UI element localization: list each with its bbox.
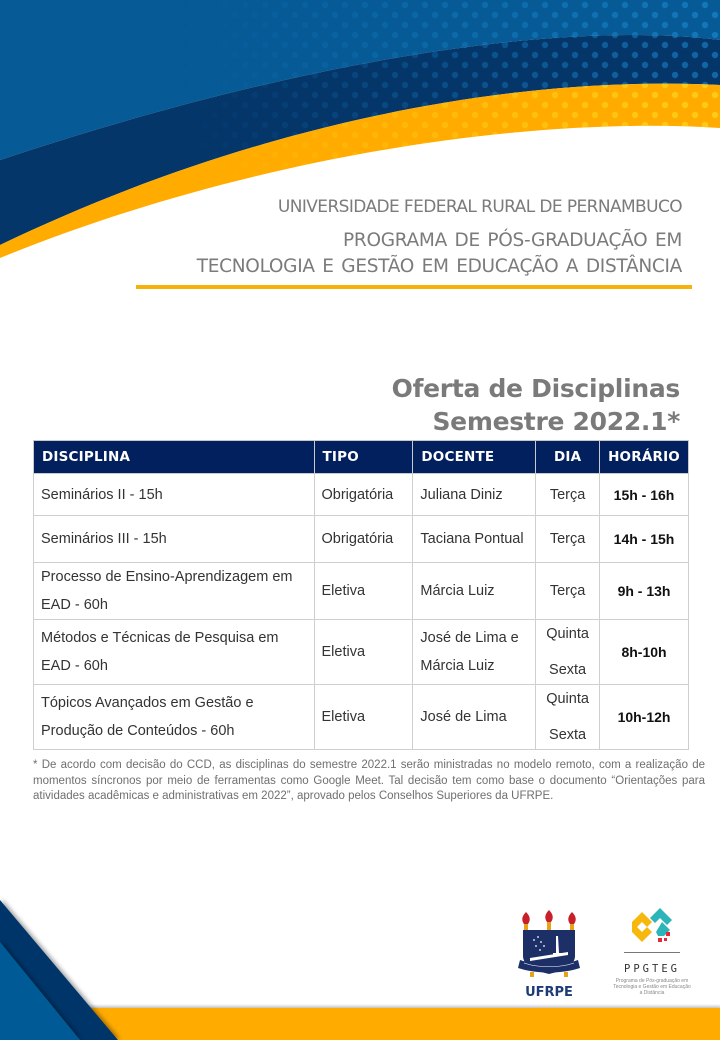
column-header-tipo: TIPO <box>314 441 413 474</box>
disciplina-line-1: Processo de Ensino-Aprendizagem em <box>41 569 293 585</box>
cell-docente: José de Lima <box>413 685 536 750</box>
dia-line-2: Sexta <box>549 727 587 743</box>
cell-disciplina <box>34 563 315 620</box>
cell-tipo: Eletiva <box>314 563 413 620</box>
page-title <box>392 372 680 438</box>
table-row <box>34 563 689 620</box>
ppgteg-logo <box>612 908 692 1004</box>
program-name-line-1: PROGRAMA DE PÓS-GRADUAÇÃO EM <box>343 230 682 251</box>
cell-horario: 8h-10h <box>600 620 689 685</box>
ppgteg-mark-icon <box>612 908 692 960</box>
dia-line-1: Quinta <box>546 691 589 707</box>
ufrpe-logo <box>516 908 582 1004</box>
title-line-1: Oferta de Disciplinas <box>391 374 680 403</box>
column-header-docente: DOCENTE <box>413 441 536 474</box>
column-header-horario: HORÁRIO <box>600 441 689 474</box>
table-row <box>34 516 689 563</box>
cell-horario: 9h - 13h <box>600 563 689 620</box>
cell-docente: Juliana Diniz <box>413 474 536 516</box>
university-name: UNIVERSIDADE FEDERAL RURAL DE PERNAMBUCO <box>277 197 682 217</box>
ppgteg-acronym: PPGTEG <box>624 963 680 975</box>
cell-tipo: Obrigatória <box>314 516 413 563</box>
disciplina-line-2: Produção de Conteúdos - 60h <box>41 723 235 739</box>
cell-disciplina <box>34 620 315 685</box>
dia-line-2: Sexta <box>549 662 587 678</box>
cell-horario: 14h - 15h <box>600 516 689 563</box>
table-row <box>34 620 689 685</box>
cell-docente: Márcia Luiz <box>413 563 536 620</box>
disciplina-line-2: EAD - 60h <box>41 597 108 613</box>
table-row <box>34 474 689 516</box>
header-divider <box>136 285 692 289</box>
ufrpe-label: UFRPE <box>525 985 573 1000</box>
disciplina-line-2: EAD - 60h <box>41 658 108 674</box>
cell-disciplina <box>34 685 315 750</box>
footnote: * De acordo com decisão do CCD, as disciplinas do semestre 2022.1 serão ministradas no modelo remoto, com a realização de momentos síncronos por meio de ferramentas como Google Meet. Tal decisão tem como base o documento “Orientações para atividades acadêmicas e administrativas em 2022”, aprovado pelos Conselhos Superiores da UFRPE. <box>33 759 705 802</box>
cell-horario: 10h-12h <box>600 685 689 750</box>
cell-tipo: Eletiva <box>314 685 413 750</box>
title-line-2: Semestre 2022.1* <box>432 407 680 436</box>
docente-line-2: Márcia Luiz <box>420 658 495 674</box>
cell-tipo: Eletiva <box>314 620 413 685</box>
ufrpe-crest-icon <box>516 908 582 984</box>
disciplina-line-1: Tópicos Avançados em Gestão e <box>41 695 254 711</box>
cell-dia <box>536 620 600 685</box>
disciplina-line-1: Métodos e Técnicas de Pesquisa em <box>41 630 279 646</box>
cell-horario: 15h - 16h <box>600 474 689 516</box>
cell-docente <box>413 620 536 685</box>
cell-dia <box>536 685 600 750</box>
column-header-disciplina: DISCIPLINA <box>34 441 315 474</box>
institution-header <box>197 194 682 280</box>
cell-disciplina: Seminários II - 15h <box>34 474 315 516</box>
dia-line-1: Quinta <box>546 626 589 642</box>
cell-dia: Terça <box>536 516 600 563</box>
docente-line-1: José de Lima e <box>420 630 519 646</box>
course-offer-table <box>33 440 689 750</box>
ppgteg-description: Programa de Pós-graduação em Tecnologia e Gestão em Educação a Distância <box>613 978 691 996</box>
column-header-dia: DIA <box>536 441 600 474</box>
cell-dia: Terça <box>536 563 600 620</box>
cell-disciplina: Seminários III - 15h <box>34 516 315 563</box>
table-header-row <box>34 441 689 474</box>
cell-docente: Taciana Pontual <box>413 516 536 563</box>
table-row <box>34 685 689 750</box>
cell-dia: Terça <box>536 474 600 516</box>
cell-tipo: Obrigatória <box>314 474 413 516</box>
program-name-line-2: TECNOLOGIA E GESTÃO EM EDUCAÇÃO A DISTÂNCIA <box>196 256 682 277</box>
